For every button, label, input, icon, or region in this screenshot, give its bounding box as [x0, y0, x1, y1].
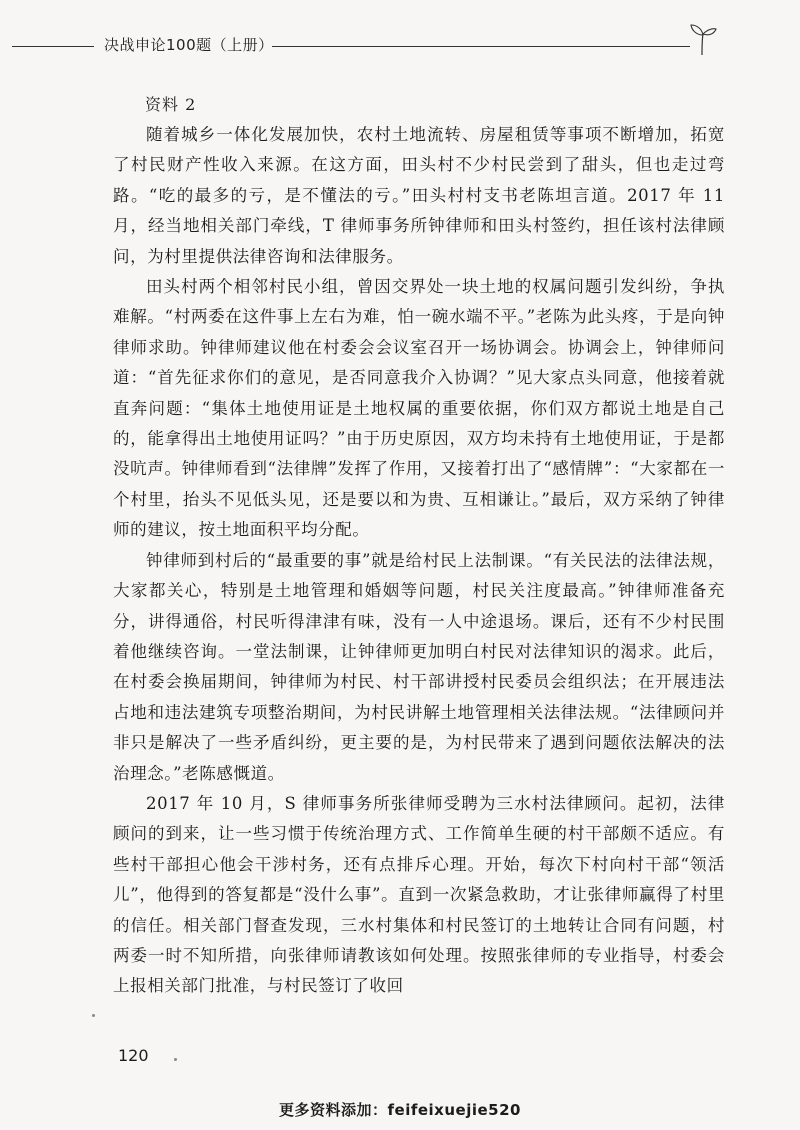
- margin-dot: [92, 1014, 95, 1017]
- section-label: 资料 2: [145, 95, 197, 114]
- sprout-icon: [688, 22, 718, 56]
- body-text: [113, 120, 725, 1002]
- footer-note: 更多资料添加：feifeixuejie520: [279, 1101, 521, 1119]
- margin-dot: [174, 1058, 177, 1061]
- header-book-title: 决战申论100题（上册）: [104, 36, 274, 54]
- paragraph: 田头村两个相邻村民小组，曾因交界处一块土地的权属问题引发纠纷，争执难解。“村两委在这件事上左右为难，怕一碗水端不平。”老陈为此头疼，于是向钟律师求助。钟律师建议他在村委会会议室召开一场协调会。协调会上，钟律师问道：“首先征求你们的意见，是否同意我介入协调？”见大家点头同意，他接着就直奔问题：“集体土地使用证是土地权属的重要依据，你们双方都说土地是自己的，能拿得出土地使用证吗？”由于历史原因，双方均未持有土地使用证，于是都没吭声。钟律师看到“法律牌”发挥了作用，又接着打出了“感情牌”：“大家都在一个村里，抬头不见低头见，还是要以和为贵、互相谦让。”最后，双方采纳了钟律师的建议，按土地面积平均分配。: [113, 277, 725, 540]
- header-rule-left: [12, 46, 94, 47]
- header-rule-right: [272, 46, 690, 47]
- paragraph: 钟律师到村后的“最重要的事”就是给村民上法制课。“有关民法的法律法规，大家都关心，特别是土地管理和婚姻等问题，村民关注度最高。”钟律师准备充分，讲得通俗，村民听得津津有味，没有一人中途退场。课后，还有不少村民围着他继续咨询。一堂法制课，让钟律师更加明白村民对法律知识的渴求。此后，在村委会换届期间，钟律师为村民、村干部讲授村民委员会组织法；在开展违法占地和违法建筑专项整治期间，为村民讲解土地管理相关法律法规。“法律顾问并非只是解决了一些矛盾纠纷，更主要的是，为村民带来了遇到问题依法解决的法治理念。”老陈感慨道。: [113, 550, 725, 783]
- paragraph: 随着城乡一体化发展加快，农村土地流转、房屋租赁等事项不断增加，拓宽了村民财产性收入来源。在这方面，田头村不少村民尝到了甜头，但也走过弯路。“吃的最多的亏，是不懂法的亏。”田头村村支书老陈坦言道。2017 年 11 月，经当地相关部门牵线，T 律师事务所钟律师和田头村签约，担任该村法律顾问，为村里提供法律咨询和法律服务。: [113, 125, 725, 266]
- page-number: 120: [118, 1046, 149, 1065]
- paragraph: 2017 年 10 月，S 律师事务所张律师受聘为三水村法律顾问。起初，法律顾问的到来，让一些习惯于传统治理方式、工作简单生硬的村干部颇不适应。有些村干部担心他会干涉村务，还有点排斥心理。开始，每次下村向村干部“领活儿”，他得到的答复都是“没什么事”。直到一次紧急救助，才让张律师赢得了村里的信任。相关部门督查发现，三水村集体和村民签订的土地转让合同有问题，村两委一时不知所措，向张律师请教该如何处理。按照张律师的专业指导，村委会上报相关部门批准，与村民签订了收回: [113, 793, 725, 996]
